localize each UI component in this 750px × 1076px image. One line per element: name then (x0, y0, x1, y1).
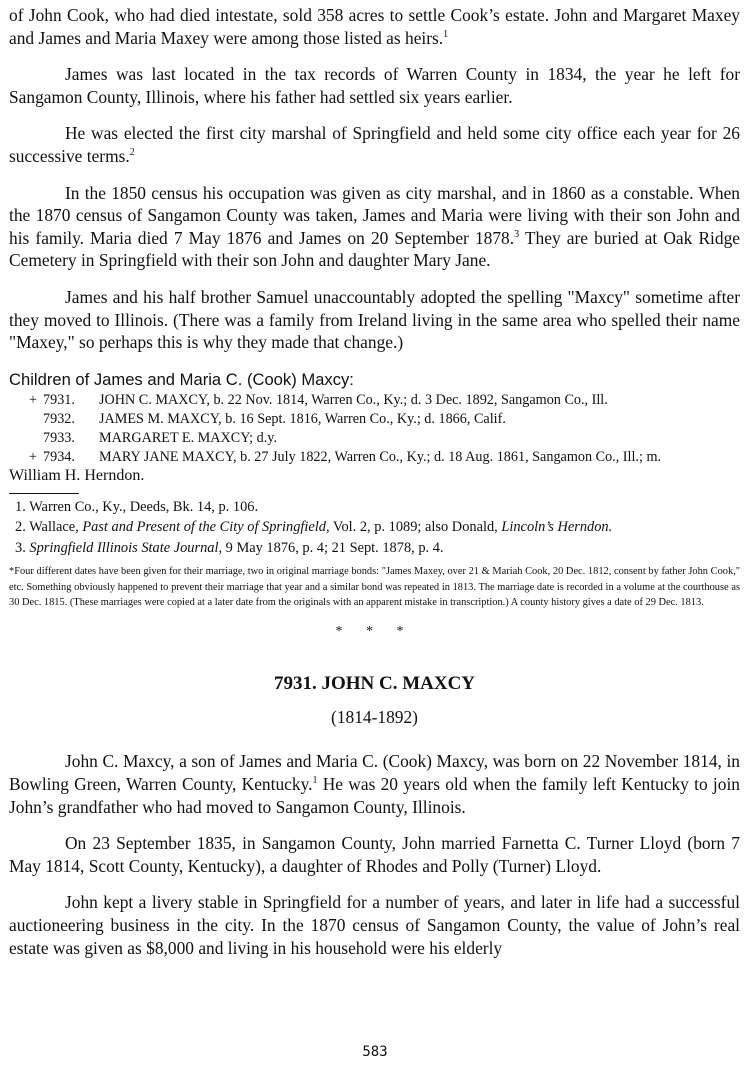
footnote-ref: 3 (514, 228, 520, 240)
page-number: 583 (362, 1044, 388, 1060)
paragraph-tax-records: James was last located in the tax records of Warren County in 1834, the year he left for Sangamon County, Illinois, where his father had settled six years earlier. (9, 64, 740, 107)
paragraph-text: They are buried at Oak Ridge Cemetery in Springfield with their son John and daughter Mary Jane. (9, 227, 740, 271)
children-list (9, 391, 740, 485)
child-number: 7933. (43, 429, 75, 446)
footnote-text: 2. Wallace, (15, 519, 83, 536)
marriage-note: *Four different dates have been given for their marriage, two in original marriage bonds: "James Maxey, over 21 & Mariah Cook, 20 Dec. 1812, consent by father John Cook," etc. Something obviously happened to prevent their marriage that year and a similar bond was repeated in 1813. The marriage date is recorded in a volume at the courthouse as 30 Dec. 1815. (These marriages were copied at a later date from the originals with an apparent mistake in transcription.) A county history gives a date of 29 Dec. 1813. (9, 566, 740, 609)
child-number: 7931. (43, 391, 75, 408)
footnote-divider (9, 493, 79, 494)
paragraph-spelling: James and his half brother Samuel unaccountably adopted the spelling "Maxcy" sometime after they moved to Illinois. (There was a family from Ireland living in the same area who spelled their name "Maxey," so perhaps this is why they made that change.) (9, 286, 740, 353)
paragraph-marriage: On 23 September 1835, in Sangamon County, John married Farnetta C. Turner Lloyd (born 7 May 1814, Scott County, Kentucky), a daughter of Rhodes and Polly (Turner) Lloyd. (9, 833, 740, 876)
footnote-ref: 2 (129, 147, 135, 159)
paragraph-text: John C. Maxcy, a son of James and Maria C. (Cook) Maxcy, was born on 22 November 1814, in Bowling Green, Warren County, Kentucky. (9, 751, 740, 795)
child-entry (9, 410, 740, 429)
child-entry (9, 391, 740, 410)
document-page (9, 4, 740, 959)
child-text-continuation: William H. Herndon. (9, 466, 145, 484)
footnote-2 (9, 517, 740, 538)
paragraph-text: He was elected the first city marshal of Springfield and held some city office each year for 26 successive terms. (9, 123, 740, 166)
paragraph-heirs (9, 4, 740, 49)
child-number: 7934. (43, 448, 75, 465)
footnote-3 (9, 538, 740, 559)
plus-marker (9, 410, 37, 429)
section-title: 7931. JOHN C. MAXCY (273, 673, 476, 695)
footnote-title: Springfield Illinois State Journal (29, 539, 219, 556)
paragraph-text: He was 20 years old when the family left Kentucky to join John’s grandfather who had moved to Sangamon County, Illinois. (9, 774, 740, 817)
section-separator: * * * (335, 624, 414, 640)
footnote-title: Lincoln’s Herndon. (501, 519, 613, 536)
paragraph-text: of John Cook, who had died intestate, sold 358 acres to settle Cook’s estate. John and Margaret Maxey and James and Maria Maxey were among those listed as heirs. (9, 5, 740, 48)
paragraph-text: In the 1850 census his occupation was given as city marshal, and in 1860 as a constable. When the 1870 census of Sangamon County was taken, James and Maria were living with their son John and his family. Maria died 7 May 1876 and James on 20 September 1878. (9, 182, 740, 248)
paragraph-birth (9, 750, 740, 818)
children-heading: Children of James and Maria C. (Cook) Maxcy: (9, 369, 354, 389)
plus-marker: + (28, 391, 37, 408)
paragraph-city-marshal (9, 122, 740, 167)
child-entry (9, 429, 740, 448)
child-text: MARY JANE MAXCY, b. 27 July 1822, Warren Co., Ky.; d. 18 Aug. 1861, Sangamon Co., Ill.; m. (99, 448, 662, 465)
child-text: JOHN C. MAXCY, b. 22 Nov. 1814, Warren Co., Ky.; d. 3 Dec. 1892, Sangamon Co., Ill. (99, 391, 608, 408)
footnote-ref: 1 (312, 775, 318, 787)
plus-marker (9, 429, 37, 448)
child-entry (9, 448, 740, 467)
footnote-text: 3. (15, 539, 30, 556)
plus-marker: + (28, 448, 37, 465)
footnote-1: 1. Warren Co., Ky., Deeds, Bk. 14, p. 106. (15, 498, 259, 515)
child-number: 7932. (43, 410, 75, 427)
child-text: MARGARET E. MAXCY; d.y. (99, 429, 278, 446)
footnote-title: Past and Present of the City of Springfield (82, 519, 326, 536)
paragraph-livery: John kept a livery stable in Springfield for a number of years, and later in life had a successful auctioneering business in the city. In the 1870 census of Sangamon County, the value of John’s real estate was given as $8,000 and living in his household were his elderly (9, 892, 740, 958)
child-text: JAMES M. MAXCY, b. 16 Sept. 1816, Warren Co., Ky.; d. 1866, Calif. (99, 410, 506, 427)
footnote-text: , 9 May 1876, p. 4; 21 Sept. 1878, p. 4. (218, 539, 444, 556)
section-years: (1814-1892) (331, 707, 418, 728)
footnote-text: , Vol. 2, p. 1089; also Donald, (326, 519, 502, 536)
paragraph-census (9, 182, 740, 272)
footnotes (9, 497, 740, 611)
footnote-ref: 1 (443, 28, 449, 40)
